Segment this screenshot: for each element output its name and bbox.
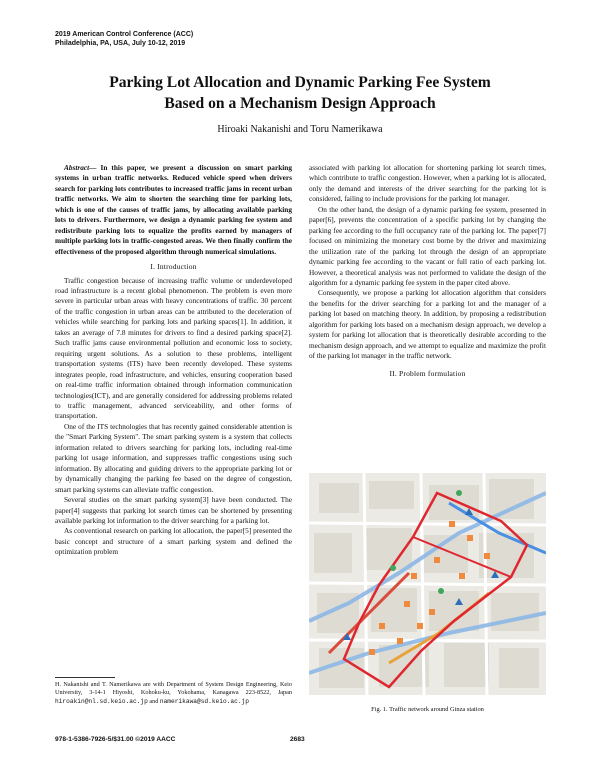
authors: Hiroaki Nakanishi and Toru Namerikawa: [217, 124, 383, 135]
paragraph: One of the ITS technologies that has recently gained considerable attention is the "Smart Parking System". The smart parking system is a system that collects information related to drivers searching for parking lots, including real-time parking lot usage information, and suppresses traffic congestions using such information. By allocating and guiding drivers to the appropriate parking lot or by dynamically changing the parking fee based on the degree of congestion, smart parking systems can alleviate traffic congestion.: [55, 421, 292, 494]
conference-header: [55, 30, 193, 48]
title-line-2: Based on a Mechanism Design Approach: [164, 95, 436, 112]
abstract-label: Abstract: [64, 163, 90, 172]
paragraph: Several studies on the smart parking system[3] have been conducted. The paper[4] suggests that parking lot search times can be shortened by presenting available parking lot information to the driver searching for a parking lot.: [55, 495, 292, 525]
figure-caption: Fig. 1. Traffic network around Ginza station: [371, 706, 484, 713]
right-column: [309, 163, 546, 382]
section-heading-problem-formulation: II. Problem formulation: [389, 368, 466, 378]
email-link[interactable]: hiroakin@nl.sd.keio.ac.jp: [55, 697, 148, 705]
footnote-text: H. Nakanishi and T. Namerikawa are with Department of System Design Engineering, Keio University, 3-14-1 Hiyoshi, Kohoku-ku, Yokohama, Kanagawa 223-8522, Japan: [55, 681, 292, 697]
copyright-line: 978-1-5386-7926-5/$31.00 ©2019 AACC: [55, 736, 176, 743]
conference-location: Philadelphia, PA, USA, July 10-12, 2019: [55, 40, 186, 47]
conference-name: 2019 American Control Conference (ACC): [55, 31, 194, 38]
paragraph: As conventional research on parking lot allocation, the paper[5] presented the basic concept and structure of a smart parking system and defined the optimization problem: [55, 526, 292, 557]
abstract-text: — In this paper, we present a discussion on smart parking systems in urban traffic networks. Reduced vehicle speed when drivers search for parking lots contributes to increased traffic jams in recent urban traffic networks. We aim to shorten the searching time for parking lots, which is one of the causes of traffic jams, by allocating available parking lots to drivers. Furthermore, we design a dynamic parking fee system and redistribute parking lots to equalize the profits earned by managers of multiple parking lots in traffic-congested areas. We then finally confirm the effectiveness of the proposed algorithm through numerical simulations.: [55, 163, 292, 256]
title-line-1: Parking Lot Allocation and Dynamic Parking Fee System: [109, 74, 491, 91]
paragraph: Consequently, we propose a parking lot allocation algorithm that considers the benefits for the driver searching for a parking lot and the manager of a parking lot based on matching theory. In addition, by proposing a redistribution algorithm for parking lots based on a mechanism design approach, we develop a system for parking lot allocation that is theoretically desirable according to the mechanism design approach, and we attempt to equalize and maximize the profit of the parking lot manager in the traffic network.: [309, 288, 546, 361]
email-link[interactable]: namerikawa@sd.keio.ac.jp: [159, 697, 249, 705]
left-column: [55, 163, 292, 558]
page-number: 2683: [290, 736, 305, 743]
section-heading-introduction: I. Introduction: [150, 262, 197, 272]
traffic-network-map: [309, 473, 546, 695]
footnote: [55, 681, 292, 706]
footnote-conjunction: and: [149, 697, 159, 705]
paragraph: On the other hand, the design of a dynamic parking fee system, presented in paper[6], prevents the concentration of a specific parking lot by changing the parking fee according to the full occupancy rate of the parking lot. The paper[7] focused on minimizing the monetary cost borne by the driver and maximizing the utilization rate of the parking lot through the design of an appropriate dynamic parking fee according to the vacant or full ratio of each parking lot. However, a theoretical analysis was not performed to validate the design of the algorithm for a dynamic parking fee system in the paper cited above.: [309, 204, 546, 287]
footnote-rule: [55, 677, 115, 678]
paragraph: associated with parking lot allocation for shortening parking lot search times, which contribute to traffic congestion. However, when a parking lot is allocated, only the demand and interests of the driver searching for the parking lot is considered, failing to include provisions for the parking lot manager.: [309, 163, 546, 204]
paragraph: Traffic congestion because of increasing traffic volume or underdeveloped road infrastructure is a recent global phenomenon. The problem is even more severe in particular urban areas with heavy concentrations of traffic. 30 percent of the traffic congestion in urban areas can be attributed to the deceleration of vehicles while searching for parking lots and parking spaces[1]. In addition, it takes an average of 7.8 minutes for drivers to find a desired parking space[2]. Such traffic jams cause environmental pollution and economic loss to society, requiring urgent solutions. As a solution to these problems, intelligent transportation systems (ITS) have been recently developed. These systems integrates people, road infrastructure, and vehicles, ensuring cooperation based on real-time traffic information obtained through information communication technologies(ICT), and are generally considered for addressing problems related to traffic management, advanced serviceability, and other forms of transportation.: [55, 275, 292, 421]
paper-title: [40, 72, 560, 114]
abstract: [55, 163, 292, 257]
